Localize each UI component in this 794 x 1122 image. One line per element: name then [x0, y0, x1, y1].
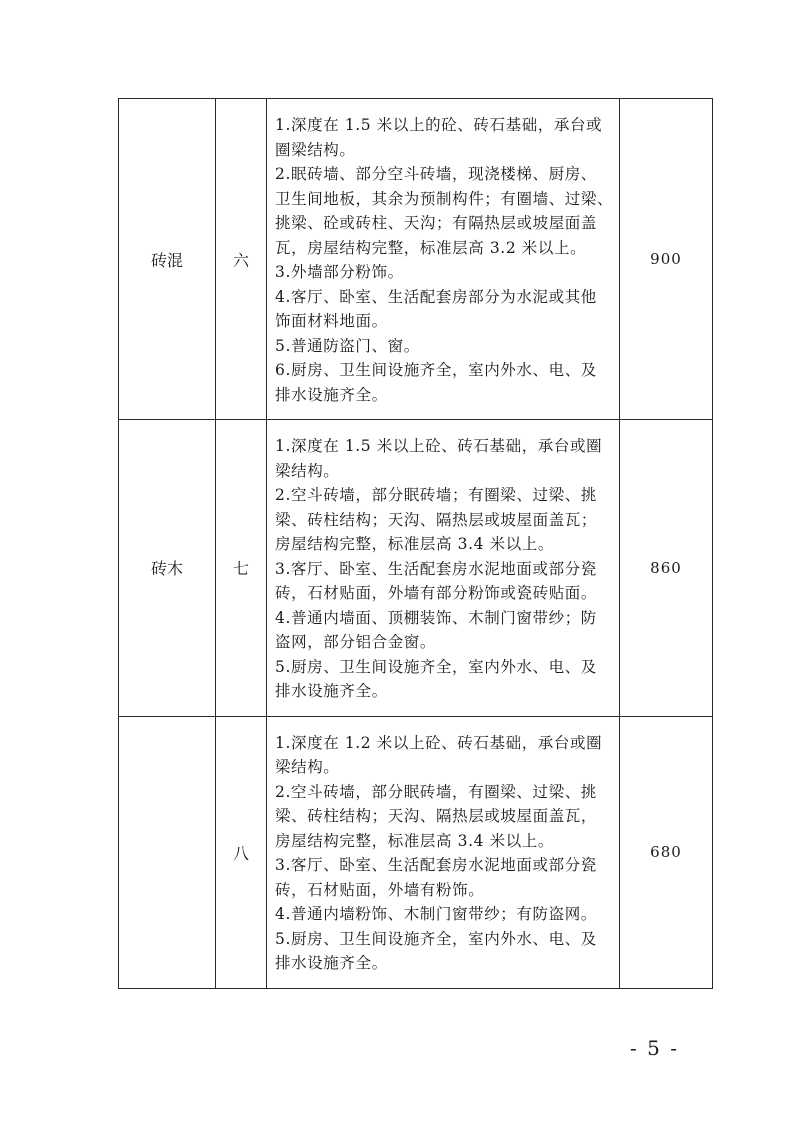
description-cell [267, 99, 620, 420]
table-row [119, 716, 713, 988]
description-line: 饰面材料地面。 [275, 312, 388, 330]
price-cell: 680 [620, 716, 713, 988]
description-line: 房屋结构完整，标准层高 3.4 米以上。 [275, 535, 555, 553]
description-line: 砖，石材贴面，外墙有部分粉饰或瓷砖贴面。 [275, 584, 598, 602]
grade-cell: 六 [216, 99, 267, 420]
description-line: 圈梁结构。 [275, 140, 356, 159]
description-line: 3.外墙部分粉饰。 [275, 263, 404, 281]
table-row [119, 420, 713, 717]
description-line: 卫生间地板，其余为预制构件；有圈墙、过梁、 [275, 189, 614, 208]
description-line: 排水设施齐全。 [275, 682, 388, 700]
description-line: 梁结构。 [275, 461, 340, 480]
description-line: 5.普通防盗门、窗。 [275, 336, 420, 355]
description-cell [267, 716, 620, 988]
page-number: - 5 - [630, 1036, 679, 1060]
description-line: 4.客厅、卧室、生活配套房部分为水泥或其他 [275, 287, 597, 306]
description-line: 2.眠砖墙、部分空斗砖墙，现浇楼梯、厨房、 [275, 165, 597, 183]
description-line: 盗网，部分铝合金窗。 [275, 633, 437, 651]
description-line: 排水设施齐全。 [275, 954, 388, 972]
description-line: 砖，石材贴面，外墙有粉饰。 [275, 880, 485, 899]
description-line: 3.客厅、卧室、生活配套房水泥地面或部分瓷 [275, 559, 597, 578]
description-line: 3.客厅、卧室、生活配套房水泥地面或部分瓷 [275, 856, 597, 874]
price-cell: 900 [620, 99, 713, 420]
description-line: 梁结构。 [275, 758, 340, 776]
description-line: 6.厨房、卫生间设施齐全，室内外水、电、及 [275, 361, 597, 379]
grade-cell: 七 [216, 420, 267, 717]
description-line: 1.深度在 1.5 米以上砼、砖石基础，承台或圈 [275, 437, 603, 455]
price-cell: 860 [620, 420, 713, 717]
description-line: 房屋结构完整，标准层高 3.4 米以上。 [275, 831, 555, 850]
description-line: 排水设施齐全。 [275, 385, 388, 404]
description-line: 4.普通内墙粉饰、木制门窗带纱；有防盗网。 [275, 905, 597, 923]
description-cell [267, 420, 620, 717]
grade-cell: 八 [216, 716, 267, 988]
structure-type-cell: 砖混 [119, 99, 216, 420]
table-row [119, 99, 713, 420]
description-line: 4.普通内墙面、顶棚装饰、木制门窗带纱；防 [275, 608, 597, 627]
standards-table [118, 98, 713, 989]
structure-type-cell [119, 716, 216, 988]
description-line: 1.深度在 1.2 米以上砼、砖石基础，承台或圈 [275, 733, 603, 752]
description-line: 梁、砖柱结构；天沟、隔热层或坡屋面盖瓦， [275, 807, 598, 825]
description-line: 瓦，房屋结构完整，标准层高 3.2 米以上。 [275, 238, 587, 257]
description-line: 挑梁、砼或砖柱、天沟；有隔热层或坡屋面盖 [275, 214, 598, 232]
structure-type-cell: 砖木 [119, 420, 216, 717]
description-line: 2.空斗砖墙，部分眠砖墙，有圈梁、过梁、挑 [275, 782, 597, 801]
description-line: 2.空斗砖墙，部分眠砖墙；有圈梁、过梁、挑 [275, 486, 597, 504]
description-line: 梁、砖柱结构；天沟、隔热层或坡屋面盖瓦； [275, 510, 598, 529]
description-line: 5.厨房、卫生间设施齐全，室内外水、电、及 [275, 657, 597, 676]
description-line: 5.厨房、卫生间设施齐全，室内外水、电、及 [275, 929, 597, 948]
description-line: 1.深度在 1.5 米以上的砼、砖石基础，承台或 [275, 116, 603, 134]
